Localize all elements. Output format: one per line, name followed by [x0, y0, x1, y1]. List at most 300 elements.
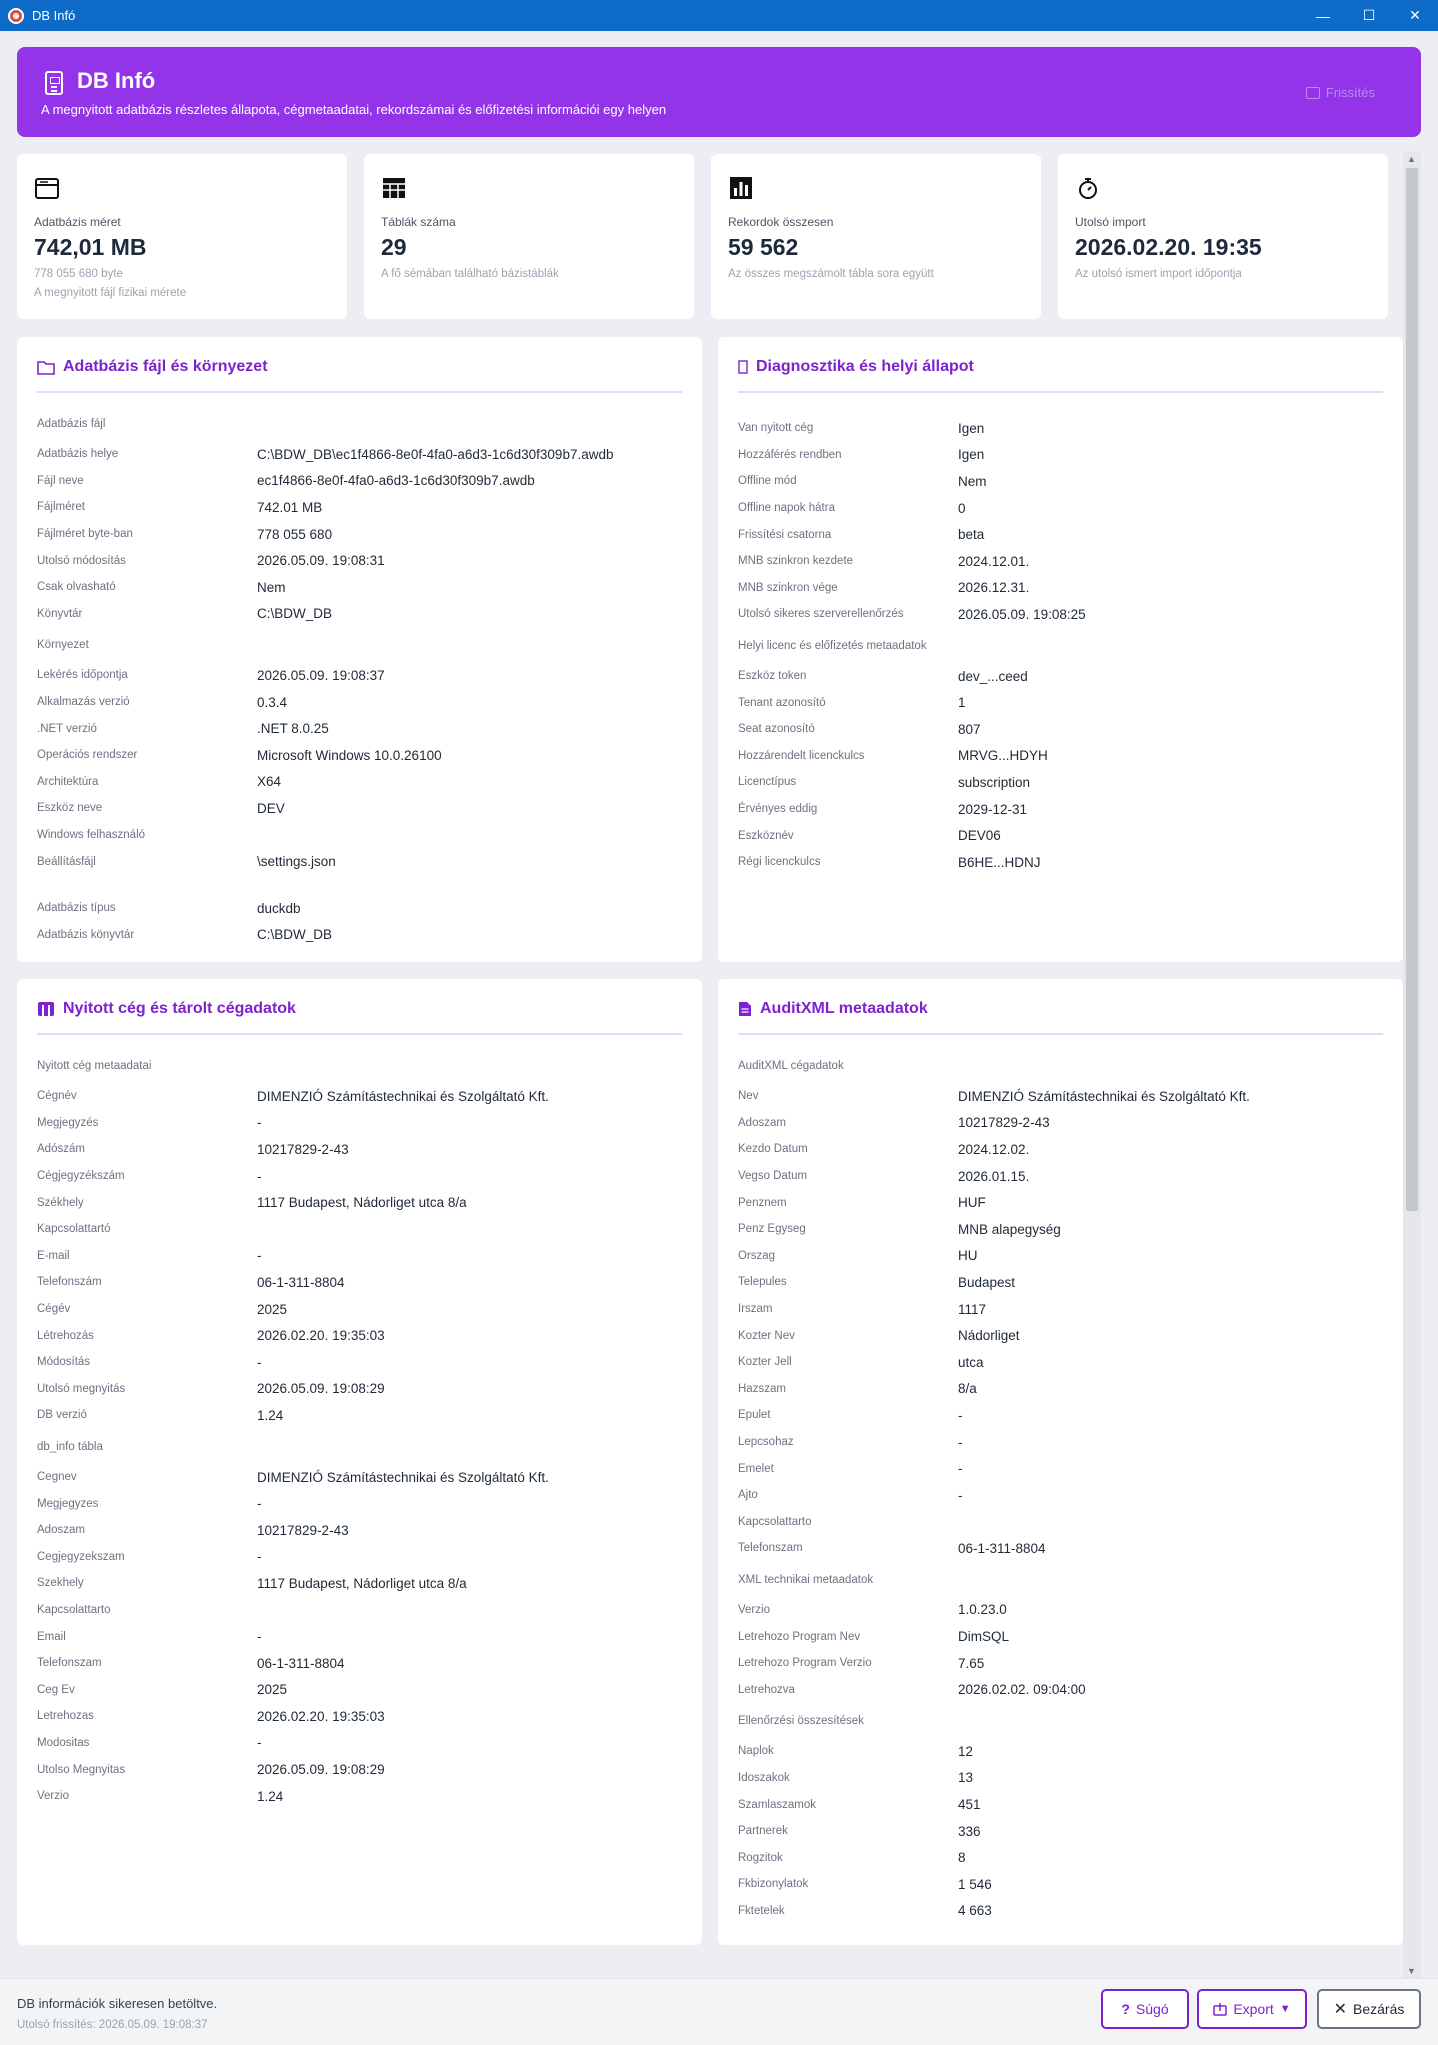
- info-key: Beállításfájl: [37, 855, 96, 868]
- info-value: 807: [958, 721, 981, 737]
- panel-rows: [37, 1057, 682, 1809]
- info-row: [37, 742, 682, 769]
- info-key: Van nyitott cég: [738, 422, 814, 435]
- info-row: [37, 1243, 682, 1270]
- info-row: [738, 1482, 1383, 1509]
- info-key: Irszam: [738, 1303, 773, 1316]
- info-row: [37, 1570, 682, 1597]
- info-value: 1.0.23.0: [958, 1602, 1007, 1618]
- info-key: Eszköz token: [738, 670, 807, 683]
- info-key: Fájlméret: [37, 501, 85, 514]
- info-key: .NET verzió: [37, 722, 97, 735]
- info-value: 1117: [958, 1301, 987, 1317]
- info-value: ec1f4866-8e0f-4fa0-a6d3-1c6d30f309b7.awdb: [257, 473, 535, 489]
- info-value: 12: [958, 1743, 974, 1759]
- info-value: 1.24: [257, 1788, 284, 1804]
- panel-divider: [738, 1033, 1383, 1035]
- info-row: [738, 1844, 1383, 1871]
- info-row: [738, 1898, 1383, 1925]
- info-key: Email: [37, 1630, 66, 1643]
- refresh-icon: [1306, 87, 1320, 99]
- info-value: Microsoft Windows 10.0.26100: [257, 747, 442, 763]
- panel-file-environment: [17, 337, 702, 962]
- info-value: .NET 8.0.25: [257, 721, 329, 737]
- info-key: Verzio: [37, 1790, 69, 1803]
- stat-label: Adatbázis méret: [34, 215, 121, 229]
- document-icon: [738, 1001, 752, 1017]
- page-title: DB Infó: [77, 68, 156, 93]
- info-key: Kezdo Datum: [738, 1143, 808, 1156]
- info-value: -: [257, 1549, 262, 1565]
- info-key: Epulet: [738, 1409, 771, 1422]
- info-key: Utolsó megnyitás: [37, 1382, 126, 1395]
- info-value: C:\BDW_DB: [257, 606, 333, 622]
- info-value: 2026.05.09. 19:08:31: [257, 553, 385, 569]
- diagnostics-icon: [738, 360, 748, 374]
- info-key: Telefonszám: [37, 1276, 102, 1289]
- vertical-scrollbar[interactable]: [1403, 152, 1421, 1978]
- info-value: 0: [958, 500, 966, 516]
- info-key: Cégév: [37, 1303, 71, 1316]
- info-key: Licenctípus: [738, 776, 797, 789]
- info-row: [37, 1376, 682, 1403]
- info-row: [738, 1455, 1383, 1482]
- info-row: [738, 1083, 1383, 1110]
- section-spacer: [37, 875, 682, 895]
- info-row: [738, 1509, 1383, 1536]
- info-row: [738, 1676, 1383, 1703]
- info-value: 0.3.4: [257, 694, 288, 710]
- info-key: Letrehozo Program Nev: [738, 1630, 861, 1643]
- info-row: [738, 1871, 1383, 1898]
- maximize-button[interactable]: ☐: [1362, 7, 1376, 23]
- info-row: [37, 1269, 682, 1296]
- info-key: Megjegyzés: [37, 1116, 99, 1129]
- info-value: 8/a: [958, 1381, 977, 1397]
- scroll-down-icon[interactable]: ▼: [1407, 1966, 1416, 1976]
- info-key: Utolsó módosítás: [37, 554, 126, 567]
- panel-diagnostics: [718, 337, 1403, 962]
- info-key: Könyvtár: [37, 607, 83, 620]
- section-heading: db_info tábla: [37, 1440, 103, 1453]
- info-key: Adatbázis helye: [37, 448, 119, 461]
- info-value: utca: [958, 1354, 984, 1370]
- panel-title-text: Diagnosztika és helyi állapot: [756, 358, 974, 375]
- info-key: Régi licenckulcs: [738, 856, 821, 869]
- section-heading: Környezet: [37, 639, 89, 652]
- info-key: Adatbázis könyvtár: [37, 928, 135, 941]
- info-key: Fájl neve: [37, 474, 84, 487]
- status-message: DB információk sikeresen betöltve.: [17, 1996, 218, 2011]
- info-row: [738, 1163, 1383, 1190]
- info-key: DB verzió: [37, 1409, 87, 1422]
- info-key: Csak olvasható: [37, 581, 116, 594]
- panel-title-text: Nyitott cég és tárolt cégadatok: [63, 1000, 296, 1017]
- info-key: Székhely: [37, 1196, 84, 1209]
- info-value: C:\BDW_DB\ec1f4866-8e0f-4fa0-a6d3-1c6d30f309b7.awdb: [257, 446, 614, 462]
- info-key: Letrehozas: [37, 1710, 94, 1723]
- stat-label: Utolsó import: [1075, 215, 1146, 229]
- info-value: DIMENZIÓ Számítástechnikai és Szolgáltató Kft.: [257, 1469, 549, 1485]
- info-value: 2026.05.09. 19:08:37: [257, 667, 385, 683]
- minimize-button[interactable]: —: [1316, 7, 1330, 24]
- info-row: [738, 1765, 1383, 1792]
- info-row: [738, 716, 1383, 743]
- info-key: Adószám: [37, 1143, 85, 1156]
- status-footer: [0, 1978, 1438, 2045]
- info-key: Utolso Megnyitas: [37, 1763, 126, 1776]
- info-row: [738, 495, 1383, 522]
- info-row: [738, 1136, 1383, 1163]
- info-value: Nem: [257, 579, 286, 595]
- info-row: [37, 494, 682, 521]
- info-key: Cégnév: [37, 1090, 77, 1103]
- info-row: [37, 848, 682, 875]
- info-key: Létrehozás: [37, 1329, 94, 1342]
- info-row: [37, 715, 682, 742]
- export-button[interactable]: [1197, 1989, 1307, 2029]
- info-value: 2026.05.09. 19:08:29: [257, 1762, 385, 1778]
- info-value: 742.01 MB: [257, 499, 323, 515]
- info-row: [738, 575, 1383, 602]
- info-row: [738, 521, 1383, 548]
- header-banner: [17, 47, 1421, 137]
- info-value: duckdb: [257, 900, 301, 916]
- info-value: DIMENZIÓ Számítástechnikai és Szolgáltató Kft.: [257, 1088, 549, 1104]
- database-icon: [34, 175, 60, 201]
- section-heading: Ellenőrzési összesítések: [738, 1715, 864, 1728]
- info-value: subscription: [958, 774, 1031, 790]
- info-key: Hozzáférés rendben: [738, 448, 842, 461]
- info-key: Módosítás: [37, 1356, 91, 1369]
- info-row: [37, 1490, 682, 1517]
- panel-title: [37, 1000, 296, 1018]
- info-value: -: [257, 1629, 262, 1645]
- panel-divider: [37, 1033, 682, 1035]
- info-value: -: [958, 1407, 963, 1423]
- info-key: Kapcsolattarto: [738, 1515, 812, 1528]
- panel-company: [17, 979, 702, 1945]
- info-key: Letrehozo Program Verzio: [738, 1657, 872, 1670]
- info-value: 2024.12.02.: [958, 1141, 1030, 1157]
- info-key: Offline mód: [738, 475, 797, 488]
- info-key: Letrehozva: [738, 1683, 795, 1696]
- stat-value: 742,01 MB: [34, 234, 147, 260]
- info-key: Fkbizonylatok: [738, 1878, 809, 1891]
- info-value: DimSQL: [958, 1629, 1010, 1645]
- info-row: [738, 442, 1383, 469]
- info-row: [738, 1269, 1383, 1296]
- refresh-button[interactable]: [1306, 85, 1375, 100]
- stat-sub: A fő sémában található bázistáblák: [381, 268, 559, 280]
- info-value: -: [257, 1354, 262, 1370]
- info-key: Frissítési csatorna: [738, 528, 832, 541]
- info-key: Cegnev: [37, 1471, 77, 1484]
- info-row: [37, 922, 682, 949]
- info-row: [738, 743, 1383, 770]
- info-value: MRVG...HDYH: [958, 748, 1048, 764]
- info-row: [37, 1189, 682, 1216]
- info-value: 2029-12-31: [958, 801, 1028, 817]
- info-value: \settings.json: [257, 854, 336, 870]
- info-row: [37, 769, 682, 796]
- info-value: 2026.02.20. 19:35:03: [257, 1328, 385, 1344]
- info-key: Seat azonosító: [738, 723, 815, 736]
- info-key: Naplok: [738, 1745, 774, 1758]
- info-value: 1.24: [257, 1407, 284, 1423]
- app-icon: [8, 8, 24, 24]
- info-value: 2026.05.09. 19:08:25: [958, 606, 1086, 622]
- section-heading: AuditXML cégadatok: [738, 1060, 844, 1072]
- panel-title: [738, 1000, 928, 1018]
- stat-value: 29: [381, 234, 407, 260]
- info-value: 7.65: [958, 1655, 985, 1671]
- bar-chart-icon: [728, 175, 754, 201]
- info-value: DEV: [257, 800, 285, 816]
- info-value: -: [257, 1735, 262, 1751]
- info-key: Kapcsolattartó: [37, 1223, 111, 1236]
- info-value: X64: [257, 774, 282, 790]
- info-key: Penz Egyseg: [738, 1223, 806, 1236]
- info-key: Lekérés időpontja: [37, 669, 128, 682]
- info-key: Modositas: [37, 1736, 90, 1749]
- stopwatch-icon: [1075, 175, 1101, 201]
- info-value: 1: [958, 695, 966, 711]
- info-value: 2025: [257, 1301, 288, 1317]
- info-value: 06-1-311-8804: [257, 1655, 345, 1671]
- help-button[interactable]: [1101, 1989, 1189, 2029]
- info-row: [37, 1676, 682, 1703]
- info-value: C:\BDW_DB: [257, 927, 333, 943]
- info-key: Idoszakok: [738, 1771, 790, 1784]
- info-key: Telefonszam: [37, 1657, 102, 1670]
- info-key: Alkalmazás verzió: [37, 696, 130, 709]
- info-row: [37, 1703, 682, 1730]
- info-row: [738, 1650, 1383, 1677]
- stat-card-last-import: [1058, 154, 1388, 319]
- info-key: Fktetelek: [738, 1904, 785, 1917]
- info-row: [738, 415, 1383, 442]
- info-key: Eszköznév: [738, 829, 794, 842]
- panel-auditxml: [718, 979, 1403, 1945]
- export-label: Export: [1233, 2001, 1274, 2017]
- info-value: 2026.05.09. 19:08:29: [257, 1381, 385, 1397]
- info-value: 2026.12.31.: [958, 580, 1030, 596]
- panel-rows: [738, 415, 1383, 876]
- info-value: 06-1-311-8804: [958, 1540, 1046, 1556]
- info-row: [37, 895, 682, 922]
- info-key: Ceg Ev: [37, 1683, 75, 1696]
- info-value: beta: [958, 527, 985, 543]
- info-key: Architektúra: [37, 775, 99, 788]
- panel-title-text: Adatbázis fájl és környezet: [63, 358, 268, 375]
- info-row: [738, 1376, 1383, 1403]
- info-row: [738, 1597, 1383, 1624]
- info-key: Partnerek: [738, 1825, 788, 1838]
- section-heading: Helyi licenc és előfizetés metaadatok: [738, 639, 927, 652]
- close-button[interactable]: [1317, 1989, 1421, 2029]
- stat-card-db-size: [17, 154, 347, 319]
- stat-sub-2: A megnyitott fájl fizikai mérete: [34, 287, 187, 299]
- info-value: HUF: [958, 1195, 986, 1211]
- info-row: [738, 1322, 1383, 1349]
- info-value: 1 546: [958, 1876, 992, 1892]
- info-row: [37, 1517, 682, 1544]
- info-row: [738, 468, 1383, 495]
- info-key: Cegjegyzekszam: [37, 1550, 125, 1563]
- info-row: [37, 1296, 682, 1323]
- info-row: [738, 1216, 1383, 1243]
- export-icon: [1213, 2002, 1227, 2016]
- help-label: Súgó: [1135, 2001, 1169, 2017]
- info-row: [37, 547, 682, 574]
- folder-icon: [37, 359, 55, 375]
- panel-title: [738, 358, 974, 376]
- scrollbar-thumb[interactable]: [1406, 168, 1418, 1211]
- info-key: Telefonszam: [738, 1542, 803, 1555]
- info-key: Kapcsolattarto: [37, 1603, 111, 1616]
- panel-divider: [37, 391, 682, 393]
- info-row: [37, 1349, 682, 1376]
- info-row: [738, 1349, 1383, 1376]
- info-key: Szekhely: [37, 1577, 84, 1590]
- info-value: 2024.12.01.: [958, 553, 1030, 569]
- stat-value: 59 562: [728, 234, 799, 260]
- section-heading: Nyitott cég metaadatai: [37, 1060, 152, 1072]
- panel-title: [37, 358, 268, 376]
- info-key: Adoszam: [37, 1524, 85, 1537]
- info-key: Penznem: [738, 1196, 787, 1209]
- info-value: 778 055 680: [257, 526, 333, 542]
- info-value: 2026.01.15.: [958, 1168, 1030, 1184]
- info-key: Kozter Jell: [738, 1356, 792, 1369]
- info-row: [37, 822, 682, 849]
- refresh-label: Frissítés: [1325, 85, 1375, 100]
- info-row: [37, 601, 682, 628]
- close-window-button[interactable]: ✕: [1409, 7, 1421, 23]
- info-row: [37, 795, 682, 822]
- info-key: Offline napok hátra: [738, 502, 835, 515]
- info-value: Nádorliget: [958, 1328, 1020, 1344]
- info-key: Verzio: [738, 1603, 770, 1616]
- info-key: Érvényes eddig: [738, 803, 818, 816]
- info-key: Lepcsohaz: [738, 1436, 794, 1449]
- info-key: Fájlméret byte-ban: [37, 528, 133, 541]
- info-row: [738, 601, 1383, 628]
- info-value: 10217829-2-43: [257, 1522, 349, 1538]
- info-row: [37, 662, 682, 689]
- stat-sub: 778 055 680 byte: [34, 268, 123, 280]
- device-icon: [45, 71, 63, 95]
- info-row: [738, 769, 1383, 796]
- info-value: 10217829-2-43: [958, 1115, 1050, 1131]
- info-key: Rogzitok: [738, 1851, 783, 1864]
- question-icon: ?: [1121, 2001, 1130, 2017]
- info-key: Hozzárendelt licenckulcs: [738, 749, 865, 762]
- info-row: [37, 1783, 682, 1810]
- info-row: [37, 1756, 682, 1783]
- info-value: 8: [958, 1850, 966, 1866]
- section-heading: Adatbázis fájl: [37, 418, 106, 430]
- info-row: [37, 689, 682, 716]
- info-value: 13: [958, 1770, 974, 1786]
- info-row: [738, 548, 1383, 575]
- info-row: [37, 574, 682, 601]
- info-row: [37, 1216, 682, 1243]
- info-row: [738, 1791, 1383, 1818]
- info-value: dev_...ceed: [958, 668, 1028, 684]
- info-row: [37, 521, 682, 548]
- info-key: Emelet: [738, 1462, 774, 1475]
- info-value: -: [958, 1434, 963, 1450]
- info-value: Igen: [958, 447, 985, 463]
- info-row: [37, 1163, 682, 1190]
- info-key: Szamlaszamok: [738, 1798, 816, 1811]
- info-row: [738, 1429, 1383, 1456]
- info-row: [738, 1623, 1383, 1650]
- info-row: [738, 849, 1383, 876]
- info-value: 1117 Budapest, Nádorliget utca 8/a: [257, 1575, 467, 1591]
- info-value: -: [257, 1496, 262, 1512]
- info-row: [37, 1730, 682, 1757]
- info-key: Orszag: [738, 1249, 776, 1262]
- stat-card-table-count: [364, 154, 694, 319]
- info-row: [738, 689, 1383, 716]
- window-title: DB Infó: [32, 8, 76, 23]
- info-value: -: [257, 1248, 262, 1264]
- info-key: Eszköz neve: [37, 802, 103, 815]
- info-value: 2026.02.20. 19:35:03: [257, 1708, 385, 1724]
- info-value: 4 663: [958, 1903, 992, 1919]
- info-row: [738, 1189, 1383, 1216]
- info-row: [738, 663, 1383, 690]
- close-icon: ✕: [1333, 2001, 1348, 2018]
- info-key: Telepules: [738, 1276, 787, 1289]
- info-value: 2026.02.02. 09:04:00: [958, 1682, 1086, 1698]
- scroll-up-icon[interactable]: ▲: [1407, 154, 1416, 164]
- info-row: [738, 822, 1383, 849]
- table-icon: [381, 175, 407, 201]
- info-row: [37, 1623, 682, 1650]
- info-key: Ajto: [738, 1489, 758, 1502]
- panel-rows: [738, 1057, 1383, 1924]
- stat-label: Táblák száma: [381, 215, 456, 229]
- info-value: 336: [958, 1823, 981, 1839]
- info-value: DIMENZIÓ Számítástechnikai és Szolgáltató Kft.: [958, 1088, 1250, 1104]
- panel-title-text: AuditXML metaadatok: [760, 1000, 928, 1017]
- info-value: B6HE...HDNJ: [958, 854, 1041, 870]
- info-value: DEV06: [958, 828, 1001, 844]
- info-value: 2025: [257, 1682, 288, 1698]
- stat-label: Rekordok összesen: [728, 215, 834, 229]
- info-value: HU: [958, 1248, 978, 1264]
- info-value: -: [257, 1115, 262, 1131]
- info-row: [738, 1738, 1383, 1765]
- info-row: [738, 1296, 1383, 1323]
- info-row: [37, 1136, 682, 1163]
- info-value: -: [257, 1168, 262, 1184]
- info-key: Windows felhasználó: [37, 829, 146, 842]
- panel-divider: [738, 391, 1383, 393]
- panel-rows: [37, 415, 682, 948]
- info-row: [37, 1544, 682, 1571]
- info-row: [37, 1110, 682, 1137]
- info-key: Nev: [738, 1090, 759, 1103]
- info-value: 1117 Budapest, Nádorliget utca 8/a: [257, 1195, 467, 1211]
- stat-value: 2026.02.20. 19:35: [1075, 234, 1262, 260]
- info-key: Cégjegyzékszám: [37, 1170, 125, 1183]
- stat-sub: Az utolsó ismert import időpontja: [1075, 268, 1242, 280]
